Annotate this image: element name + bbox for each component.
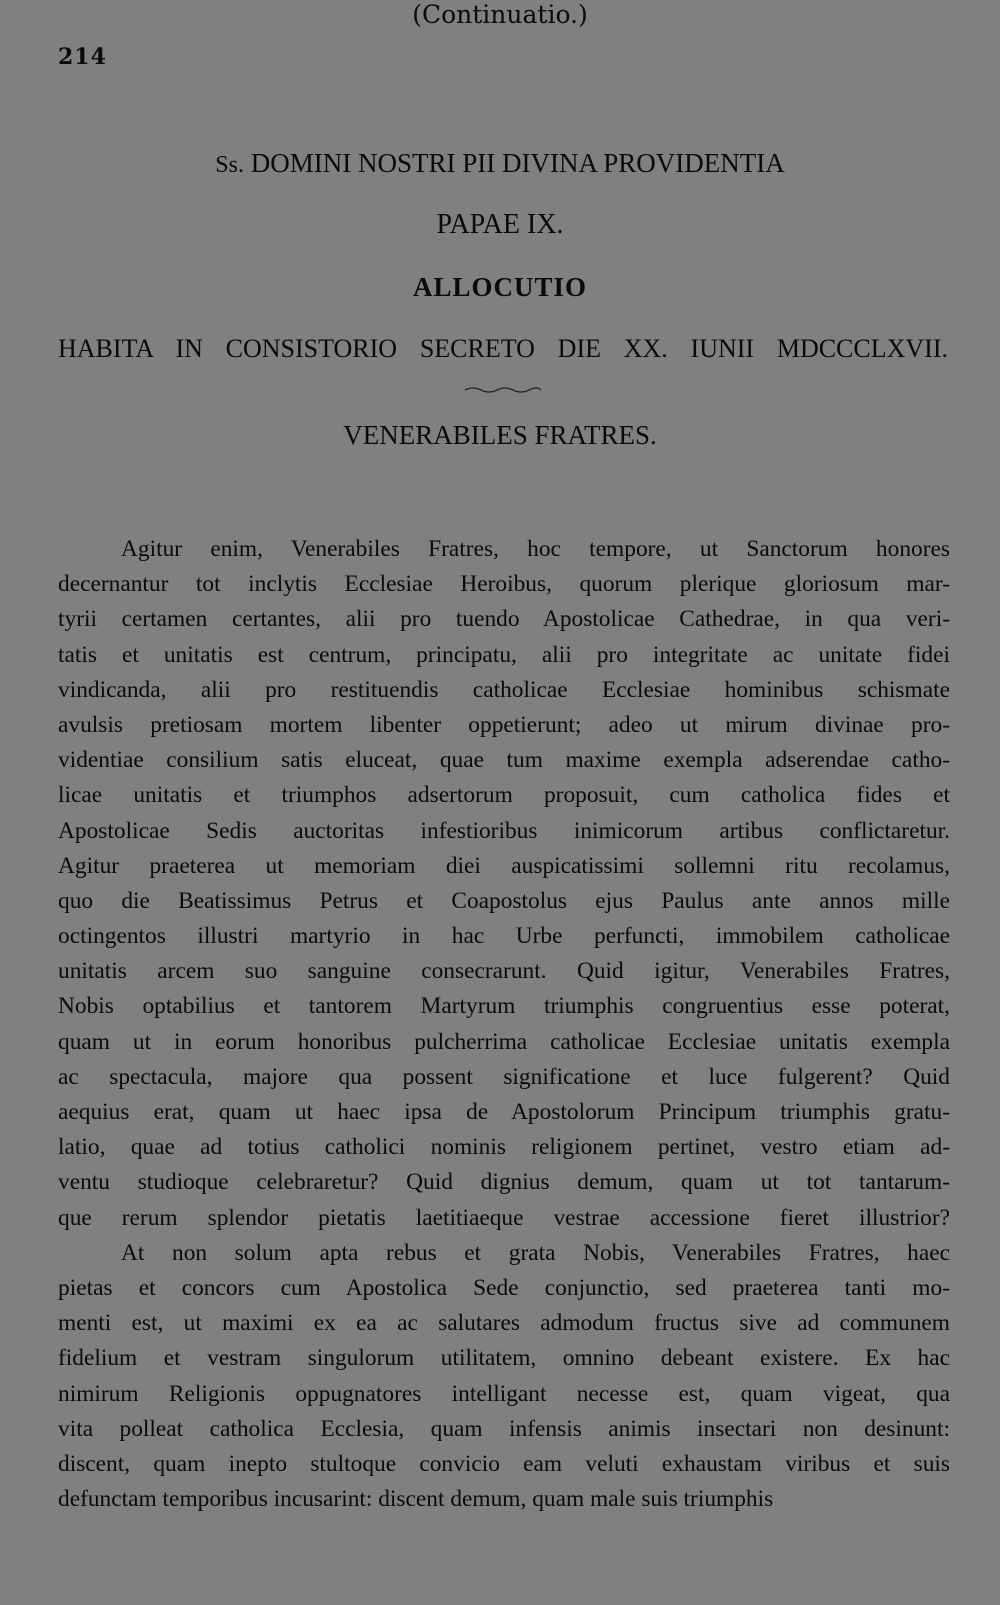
body-text-line: Agitur praeterea ut memoriam diei auspicatissimi sollemni ritu recolamus, [58,852,950,879]
body-text-line: Nobis optabilius et tantorem Martyrum triumphis congruentius esse poterat, [58,993,950,1020]
body-text-line: tatis et unitatis est centrum, principatu, alii pro integritate ac unitate fidei [58,641,950,668]
body-text-line: Apostolicae Sedis auctoritas infestioribus inimicorum artibus conflictaretur. [58,817,950,844]
body-text-line: nimirum Religionis oppugnatores intelligant necesse est, quam vigeat, qua [58,1380,950,1407]
body-text-line: decernantur tot inclytis Ecclesiae Heroibus, quorum plerique gloriosum mar- [58,571,950,598]
consistory-date-line: HABITA IN CONSISTORIO SECRETO DIE XX. IUNII MDCCCLXVII. [58,334,948,363]
body-text-line: tyrii certamen certantes, alii pro tuendo Apostolicae Cathedrae, in qua veri- [58,606,950,633]
salutation-heading: VENERABILES FRATRES. [343,420,657,450]
body-text-line: latio, quae ad totius catholici nominis religionem pertinet, vestro etiam ad- [58,1134,950,1161]
body-text-line: quam ut in eorum honoribus pulcherrima catholicae Ecclesiae unitatis exempla [58,1028,950,1055]
body-text-line: discent, quam inepto stultoque convicio eam veluti exhaustam viribus et suis [58,1450,950,1477]
body-text-line: vindicanda, alii pro restituendis catholicae Ecclesiae hominibus schismate [58,676,950,703]
continuatio-label: (Continuatio.) [412,0,588,29]
body-text-line: ventu studioque celebraretur? Quid dignius demum, quam ut tot tantarum- [58,1169,950,1196]
body-text-line: unitatis arcem suo sanguine consecrarunt. Quid igitur, Venerabiles Fratres, [58,958,950,985]
header-title-prefix: Ss. [215,152,244,178]
body-text-line: que rerum splendor pietatis laetitiaeque vestrae accessione fieret illustrior? [58,1204,950,1231]
header-title-rest: DOMINI NOSTRI PII DIVINA PROVIDENTIA [243,148,785,178]
body-text-line: menti est, ut maximi ex ea ac salutares admodum fructus sive ad communem [58,1310,950,1337]
header-title-line [0,148,1000,179]
body-text-line: quo die Beatissimus Petrus et Coapostolus ejus Paulus ante annos mille [58,887,950,914]
page-number: 214 [58,44,107,70]
body-text-line: ac spectacula, majore qua possent significatione et luce fulgerent? Quid [58,1063,950,1090]
body-text-line: avulsis pretiosam mortem libenter oppetierunt; adeo ut mirum divinae pro- [58,711,950,738]
body-text-line: videntiae consilium satis eluceat, quae tum maxime exempla adserendae catho- [58,747,950,774]
body-text-line: licae unitatis et triumphos adsertorum proposuit, cum catholica fides et [58,782,950,809]
body-text-line: Agitur enim, Venerabiles Fratres, hoc tempore, ut Sanctorum honores [121,536,950,562]
document-type-heading: ALLOCUTIO [412,272,588,302]
ornament-divider-icon [463,384,543,394]
body-text-line: vita polleat catholica Ecclesia, quam infensis animis insectari non desinunt: [58,1415,950,1442]
body-text-line: octingentos illustri martyrio in hac Urbe perfuncti, immobilem catholicae [58,923,950,950]
header-pope-line: PAPAE IX. [436,209,564,240]
body-text-line: aequius erat, quam ut haec ipsa de Apostolorum Principum triumphis gratu- [58,1099,950,1125]
body-text-line: fidelium et vestram singulorum utilitatem, omnino debeant existere. Ex hac [58,1345,950,1372]
body-text-line: pietas et concors cum Apostolica Sede conjunctio, sed praeterea tanti mo- [58,1274,950,1301]
body-text [58,532,950,1517]
body-text-line: At non solum apta rebus et grata Nobis, Venerabiles Fratres, haec [121,1239,950,1266]
body-text-line: defunctam temporibus incusarint: discent demum, quam male suis triumphis [58,1486,774,1513]
